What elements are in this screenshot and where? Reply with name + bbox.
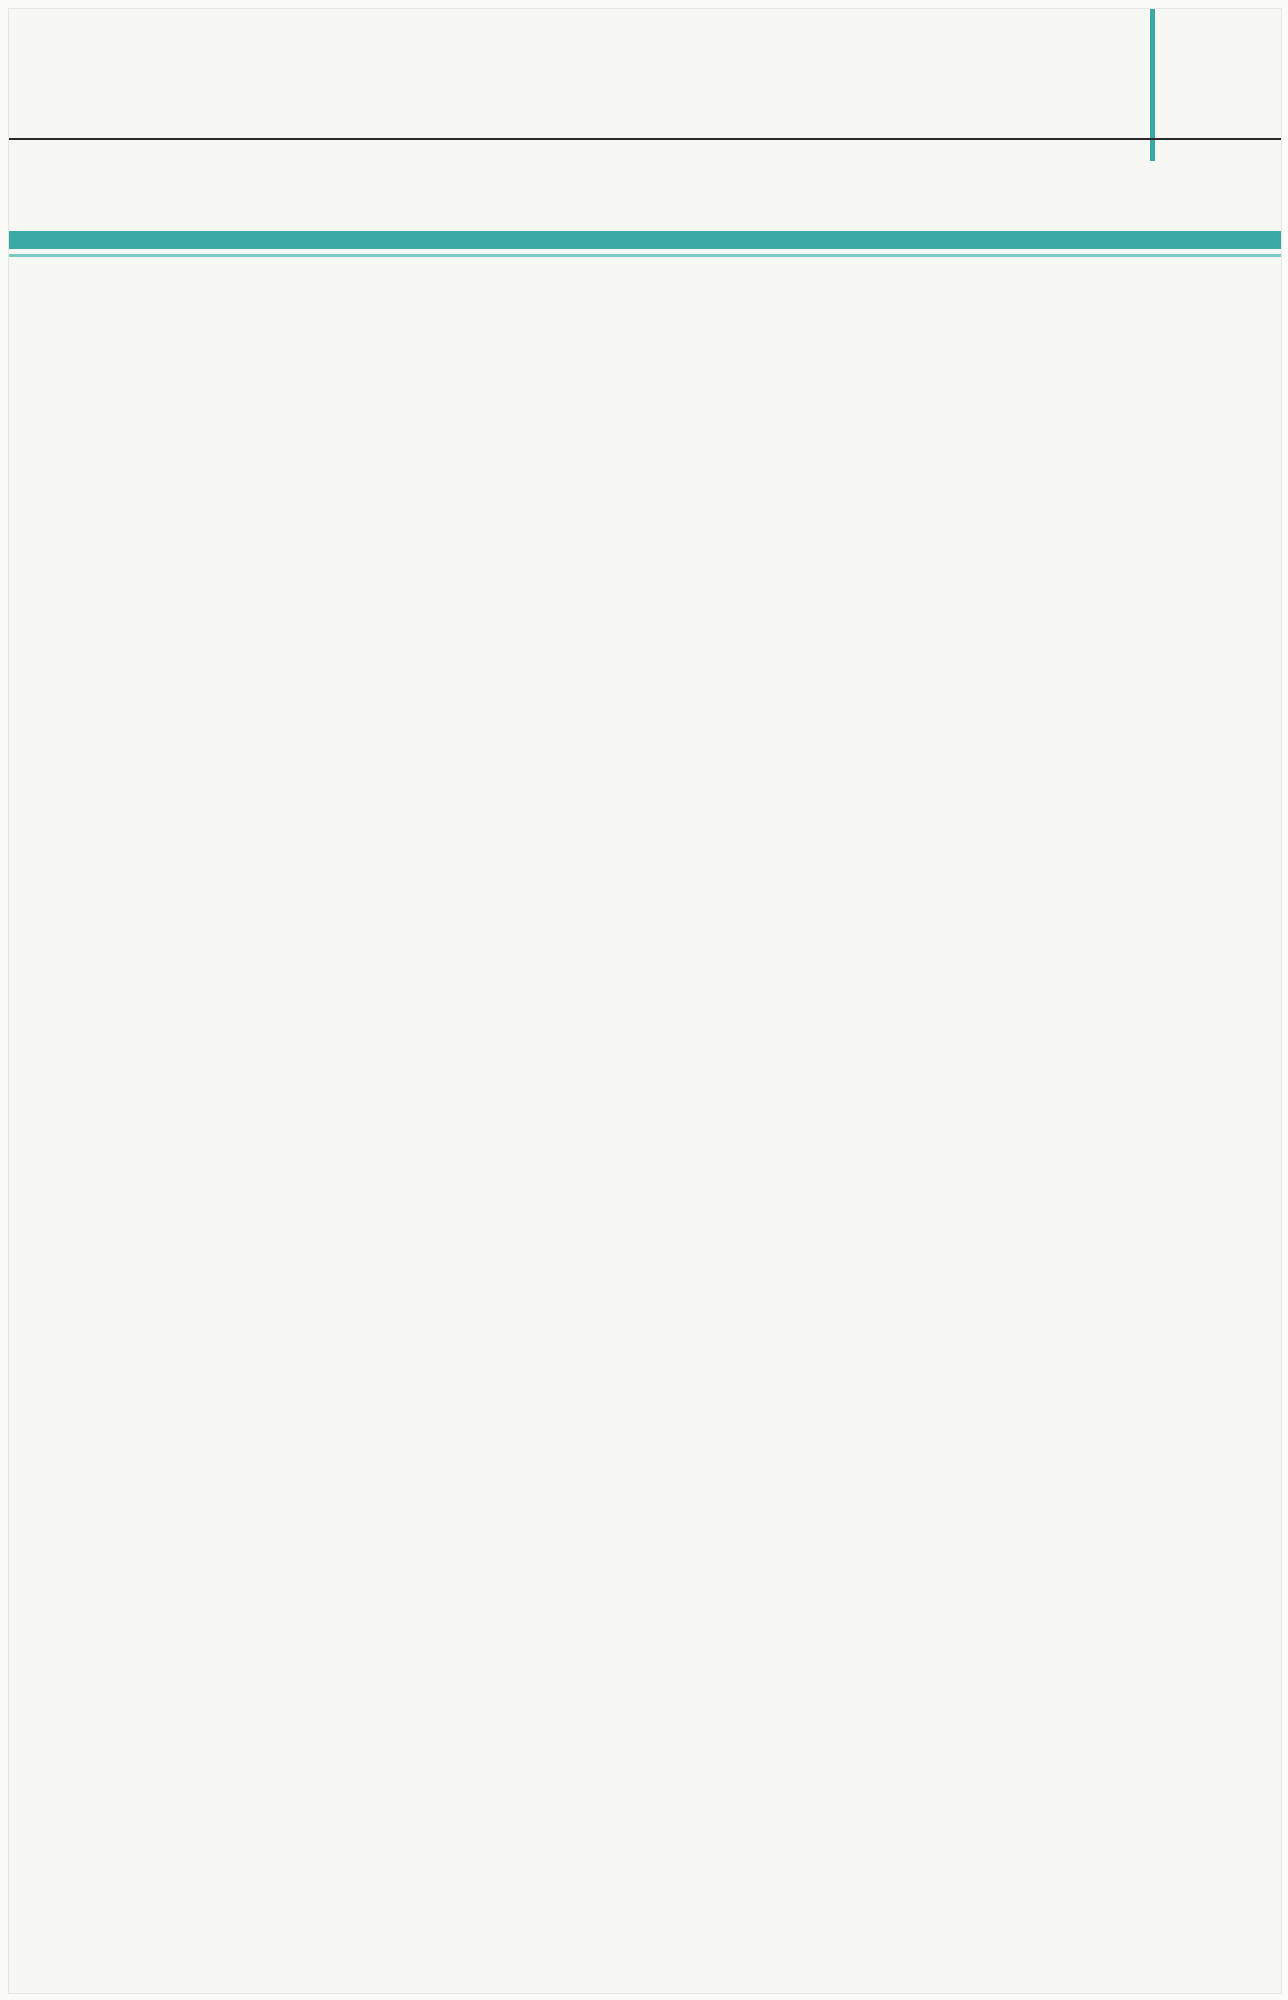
header-rule — [9, 138, 1281, 140]
book-page — [8, 8, 1282, 1994]
title-band — [9, 231, 1281, 249]
title-band-thin — [9, 254, 1281, 257]
